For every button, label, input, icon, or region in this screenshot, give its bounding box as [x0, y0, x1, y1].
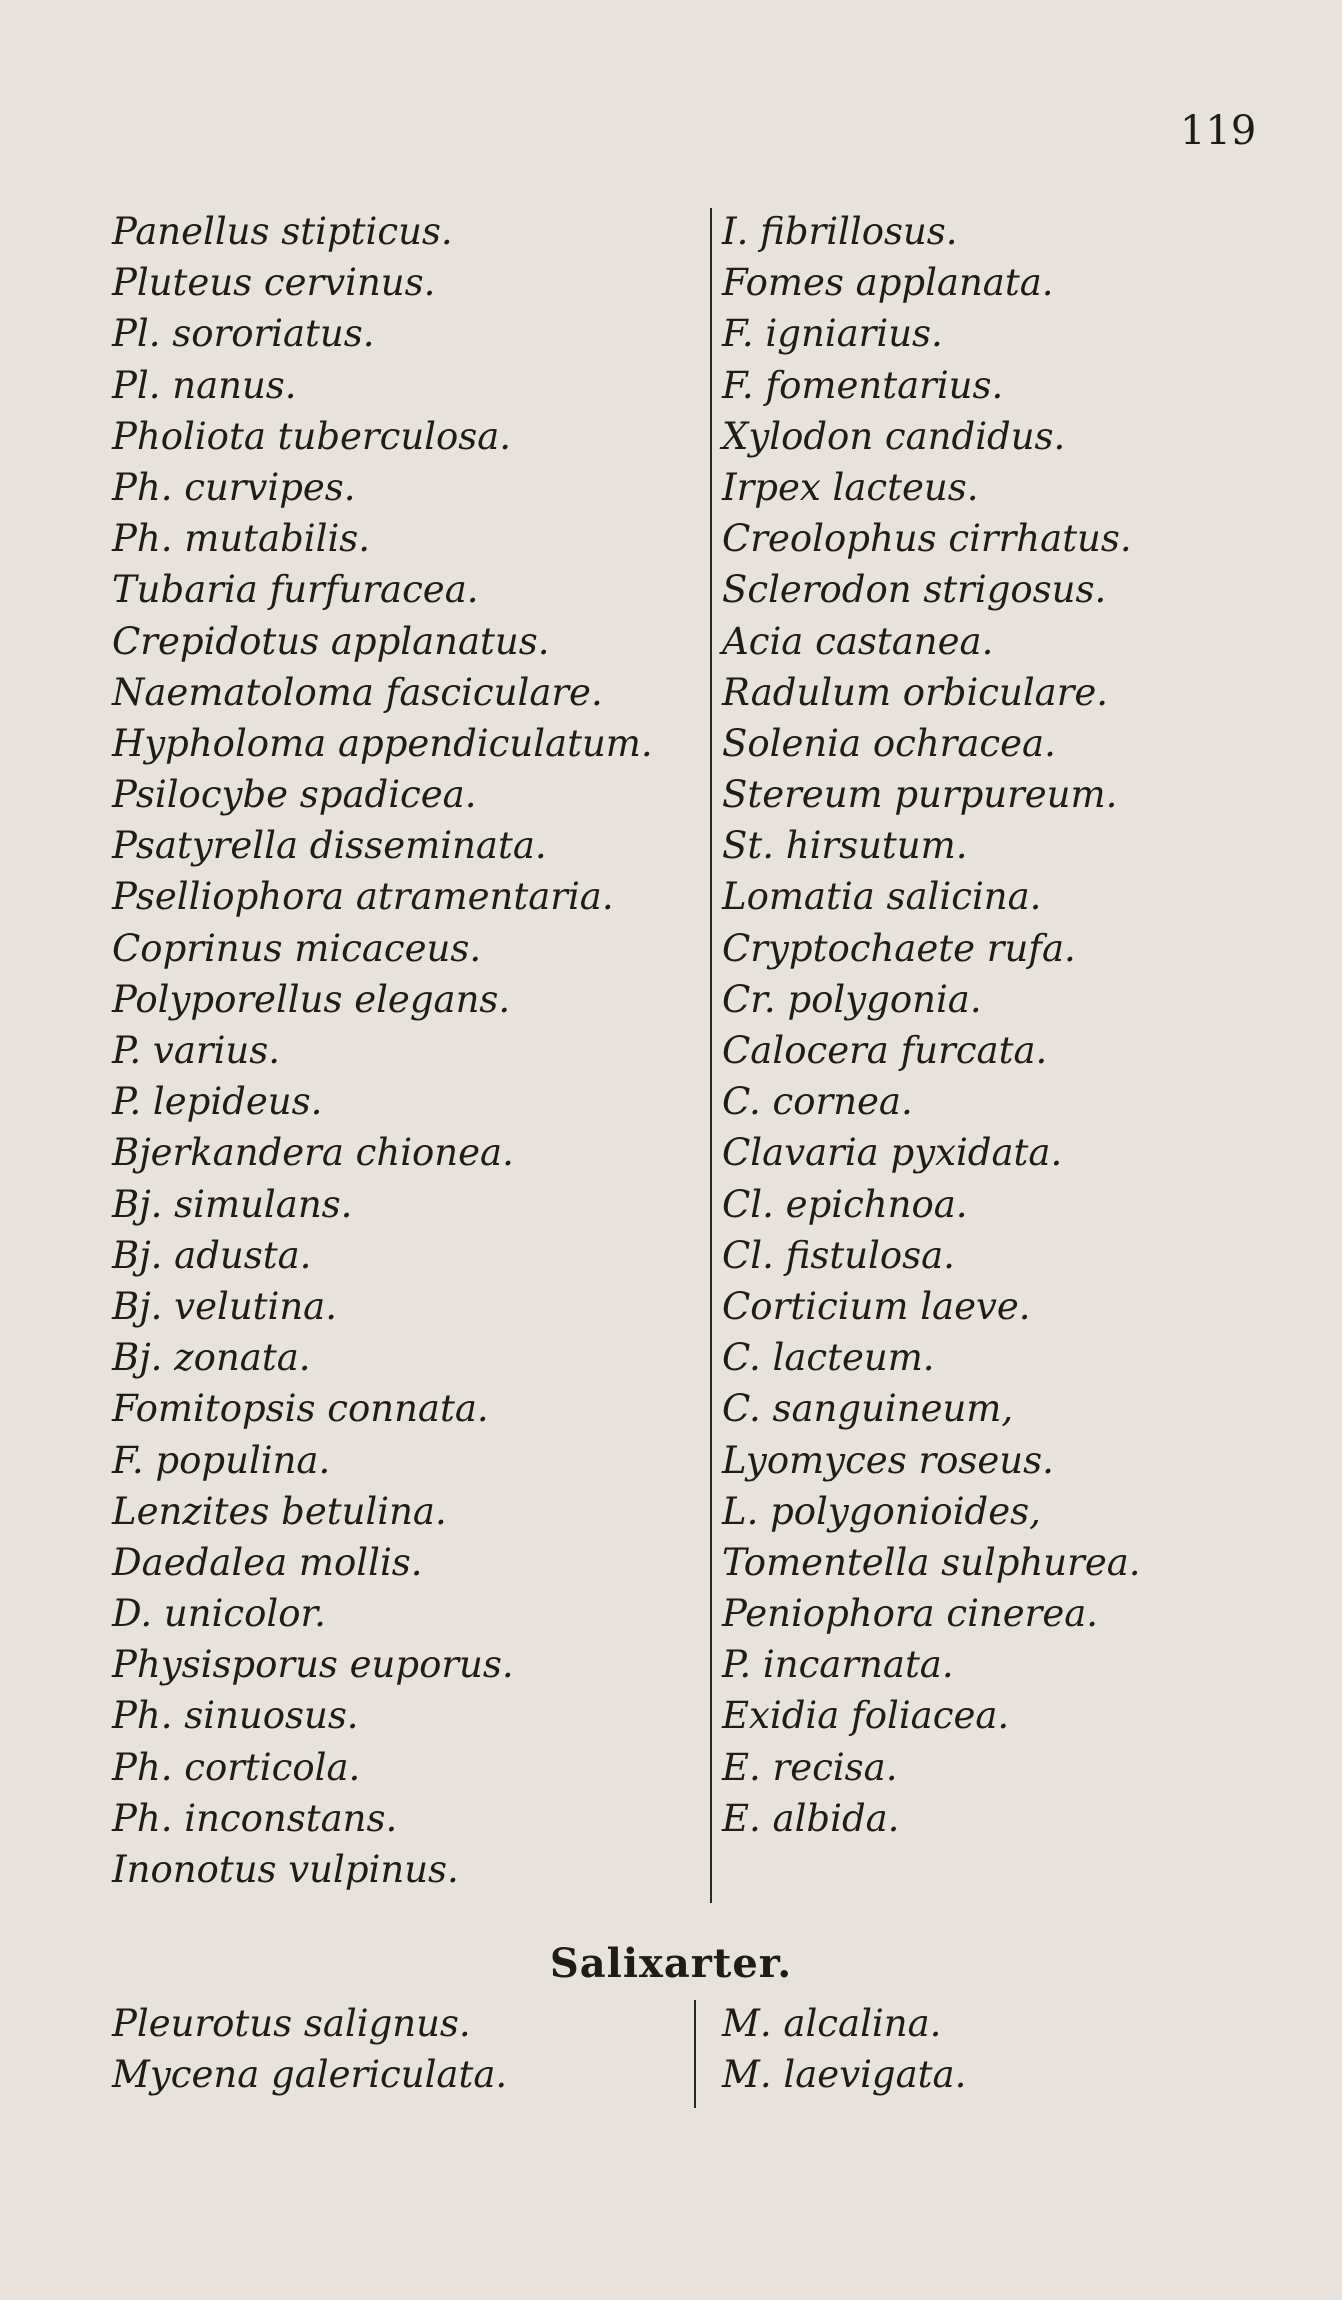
species-entry: Sclerodon strigosus.	[722, 568, 1107, 612]
species-entry: Pselliophora atramentaria.	[112, 875, 614, 919]
species-entry: Solenia ochracea.	[722, 721, 1056, 765]
species-entry: Pluteus cervinus.	[112, 261, 436, 305]
species-entry: Bj. zonata.	[112, 1336, 311, 1380]
species-entry: Cl. epichnoa.	[722, 1182, 968, 1226]
species-entry: Coprinus micaceus.	[112, 926, 482, 970]
species-entry: Mycena galericulata.	[112, 2053, 508, 2097]
species-entry: Tomentella sulphurea.	[722, 1540, 1141, 1584]
species-entry: Creolophus cirrhatus.	[722, 517, 1132, 561]
salix-species-list-right	[722, 1998, 966, 2100]
species-entry: Fomes applanata.	[722, 261, 1054, 305]
species-entry: Bjerkandera chionea.	[112, 1131, 514, 1175]
species-entry: Acia castanea.	[722, 619, 994, 663]
species-entry: C. lacteum.	[722, 1336, 935, 1380]
species-entry: Pl. nanus.	[112, 363, 297, 407]
species-entry: Hypholoma appendiculatum.	[112, 721, 653, 765]
species-entry: Daedalea mollis.	[112, 1540, 423, 1584]
species-entry: Irpex lacteus.	[722, 465, 979, 509]
species-entry: Polyporellus elegans.	[112, 977, 511, 1021]
species-entry: Xylodon candidus.	[722, 414, 1066, 458]
species-entry: F. igniarius.	[722, 312, 943, 356]
species-entry: Inonotus vulpinus.	[112, 1848, 459, 1891]
species-entry: F. populina.	[112, 1438, 331, 1482]
species-entry: P. lepideus.	[112, 1080, 323, 1124]
column-divider	[710, 208, 712, 1903]
section-column-divider	[694, 2000, 696, 2108]
species-entry: C. cornea.	[722, 1080, 913, 1124]
species-entry: Ph. sinuosus.	[112, 1694, 359, 1738]
species-entry: Tubaria furfuracea.	[112, 568, 479, 612]
species-entry: Cr. polygonia.	[722, 977, 982, 1021]
species-entry: Physisporus euporus.	[112, 1643, 514, 1687]
species-entry: Psilocybe spadicea.	[112, 773, 477, 817]
species-entry: M. laevigata.	[722, 2053, 967, 2097]
species-entry: L. polygonioides,	[722, 1489, 1041, 1533]
species-entry: Ph. inconstans.	[112, 1796, 398, 1840]
species-entry: Lenzites betulina.	[112, 1489, 447, 1533]
species-entry: Naematoloma fasciculare.	[112, 670, 603, 714]
species-entry: Clavaria pyxidata.	[722, 1131, 1063, 1175]
section-heading: Salixarter.	[549, 1940, 793, 1987]
species-entry: Exidia foliacea.	[722, 1694, 1010, 1738]
species-entry: P. incarnata.	[722, 1643, 954, 1687]
species-entry: F. fomentarius.	[722, 363, 1004, 407]
species-entry: St. hirsutum.	[722, 824, 968, 868]
species-entry: Radulum orbiculare.	[722, 670, 1109, 714]
species-entry: Ph. mutabilis.	[112, 517, 371, 561]
species-entry: Lomatia salicina.	[722, 875, 1042, 919]
species-entry: Psatyrella disseminata.	[112, 824, 547, 868]
species-entry: Cryptochaete rufa.	[722, 926, 1076, 970]
species-entry: Corticium laeve.	[722, 1284, 1031, 1328]
species-entry: Fomitopsis connata.	[112, 1387, 489, 1431]
species-entry: Ph. curvipes.	[112, 465, 356, 509]
species-entry: Panellus stipticus.	[112, 210, 453, 253]
species-entry: M. alcalina.	[722, 2002, 942, 2045]
species-entry: I. fibrillosus.	[722, 210, 958, 253]
species-entry: C. sanguineum,	[722, 1387, 1014, 1431]
species-entry: Bj. simulans.	[112, 1182, 353, 1226]
species-entry: Pl. sororiatus.	[112, 312, 375, 356]
species-entry: Lyomyces roseus.	[722, 1438, 1054, 1482]
species-list-right	[722, 206, 1141, 1844]
species-entry: Calocera furcata.	[722, 1029, 1048, 1072]
salix-species-list-left	[112, 1998, 507, 2100]
species-entry: Bj. velutina.	[112, 1284, 337, 1328]
species-entry: E. recisa.	[722, 1745, 898, 1789]
species-entry: Ph. corticola.	[112, 1745, 361, 1789]
species-entry: D. unicolor.	[112, 1592, 326, 1636]
species-entry: Pholiota tuberculosa.	[112, 414, 512, 458]
species-entry: Stereum purpureum.	[722, 773, 1118, 817]
species-entry: Pleurotus salignus.	[112, 2002, 471, 2045]
species-entry: Peniophora cinerea.	[722, 1592, 1099, 1636]
species-entry: P. varius.	[112, 1029, 280, 1072]
species-entry: Cl. fistulosa.	[722, 1233, 955, 1277]
species-entry: Bj. adusta.	[112, 1233, 312, 1277]
species-entry: E. albida.	[722, 1796, 900, 1840]
page-number: 119	[1180, 108, 1257, 154]
species-entry: Crepidotus applanatus.	[112, 619, 550, 663]
species-list-left	[112, 206, 653, 1895]
